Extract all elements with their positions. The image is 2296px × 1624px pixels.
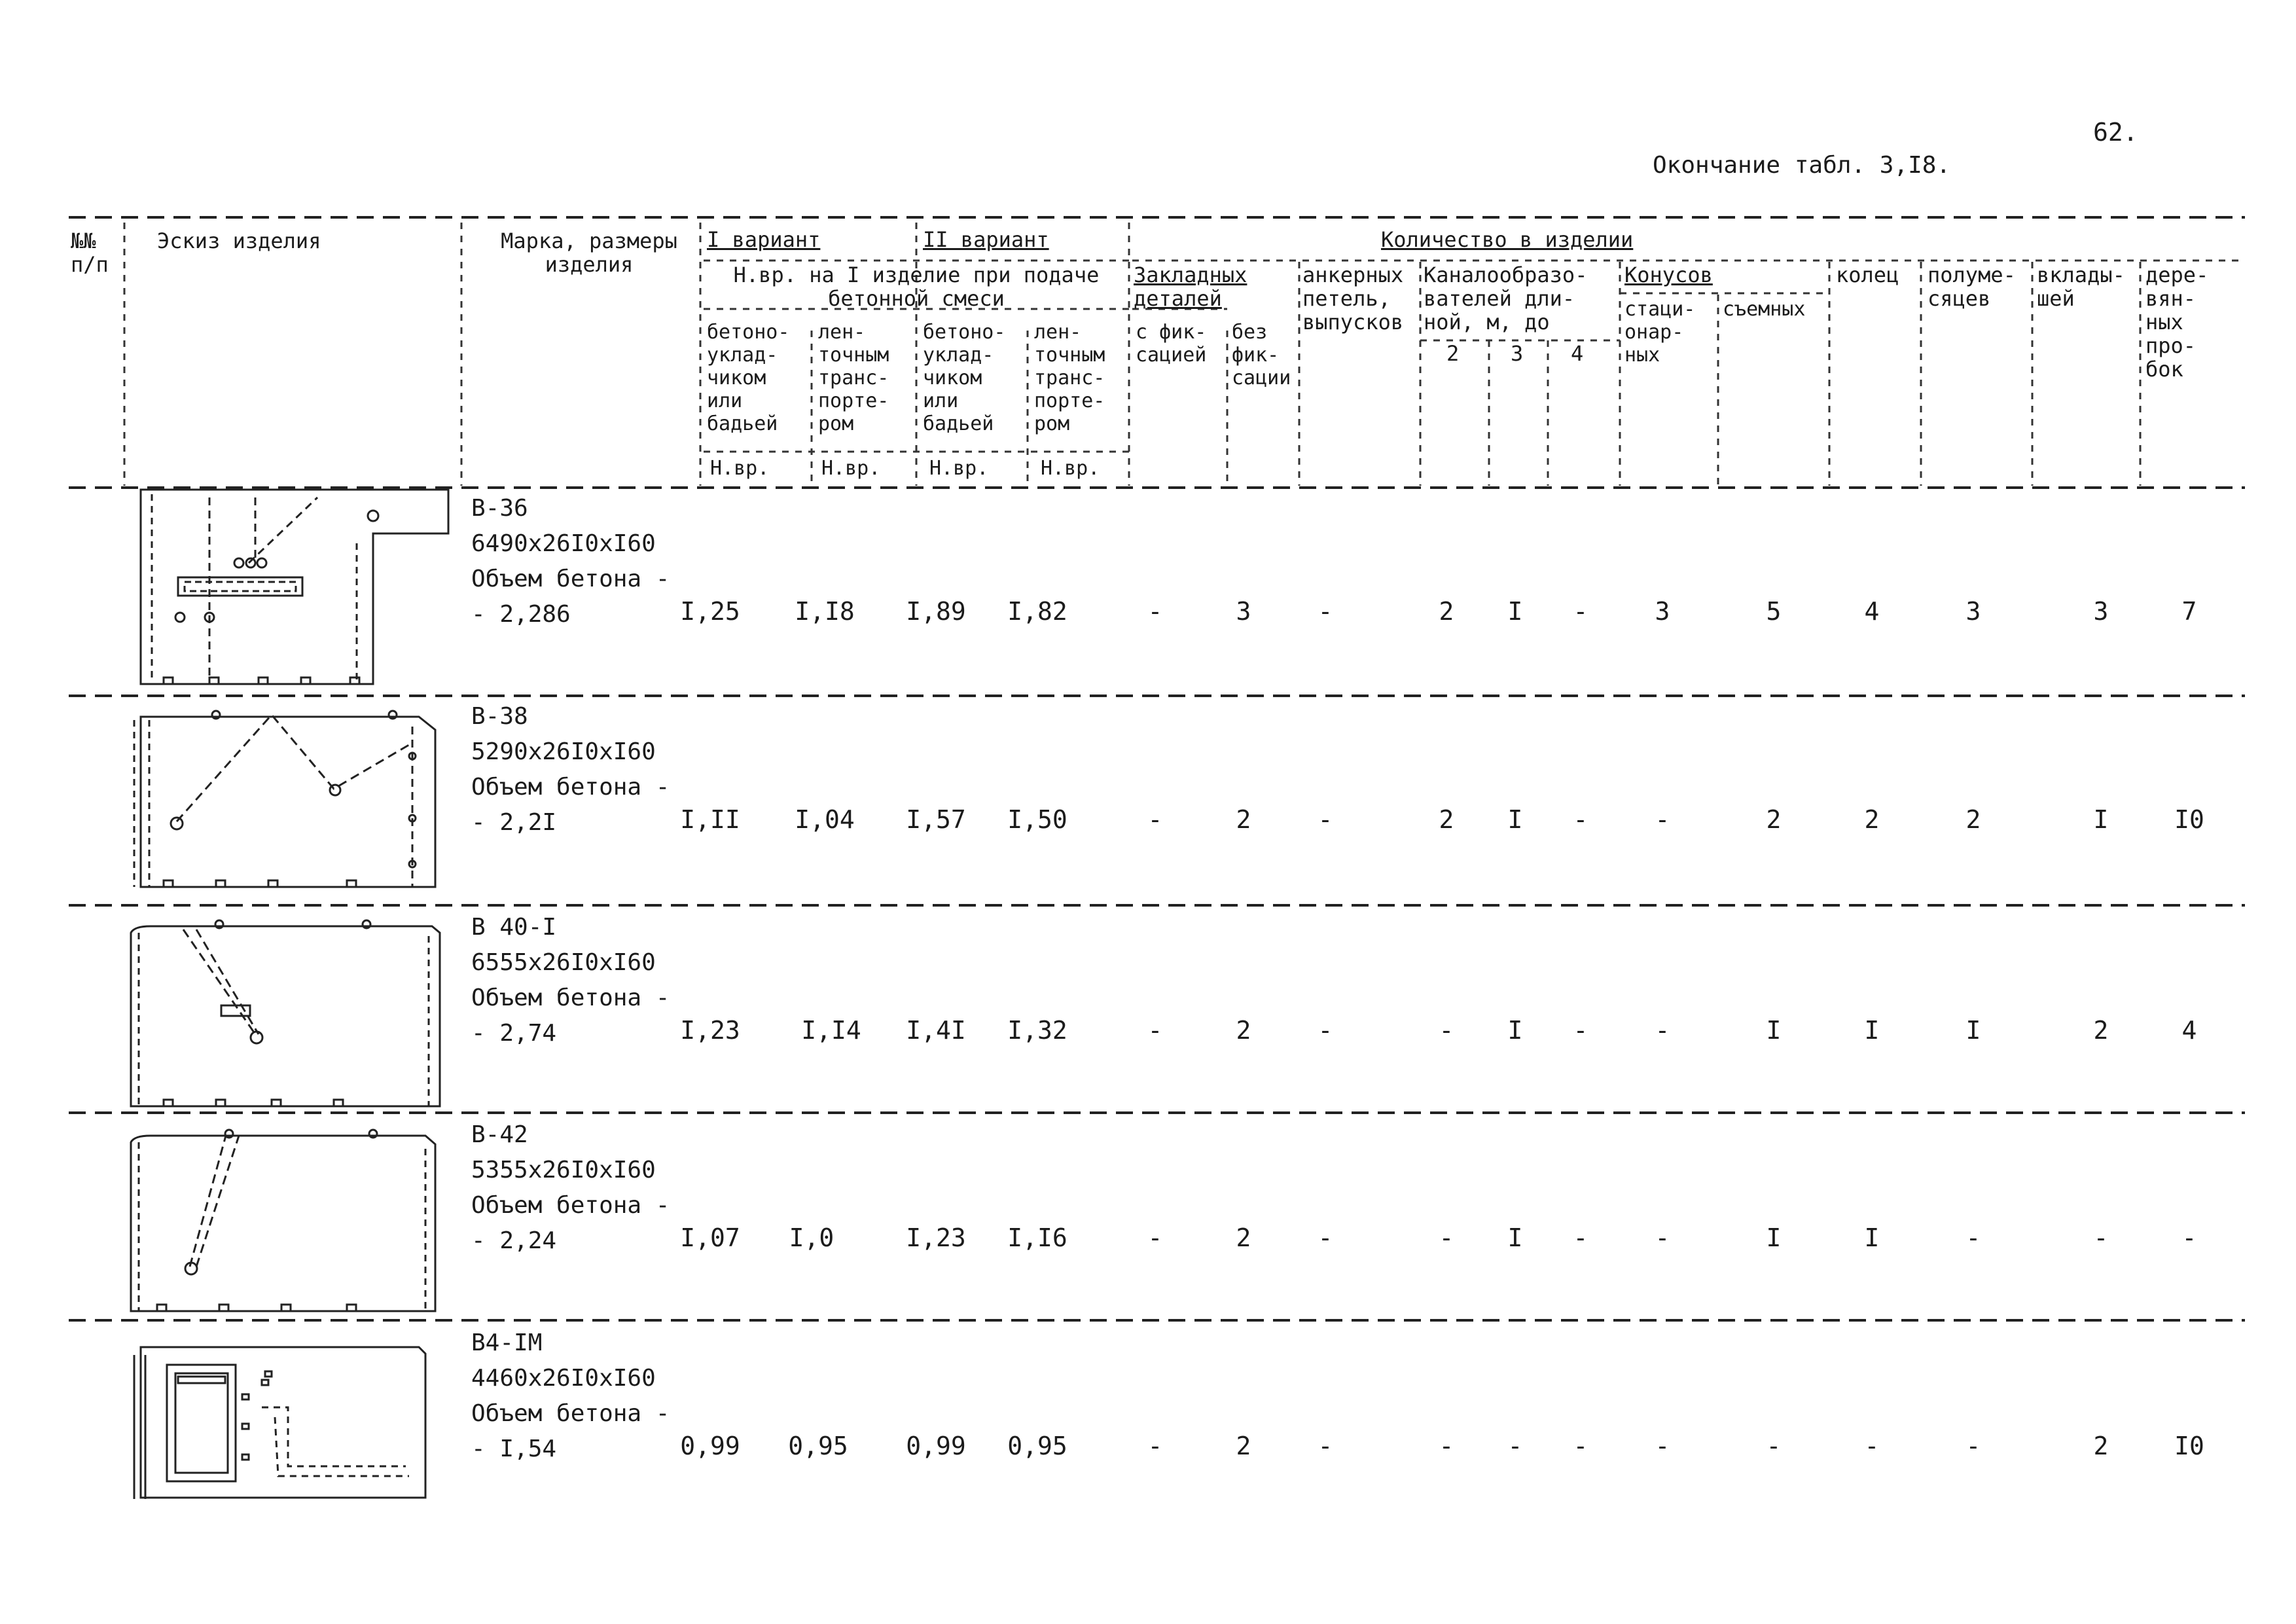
row1-stationary: 3: [1655, 597, 1670, 626]
row3-anchor: -: [1318, 1016, 1333, 1045]
row4-v1a: I,07: [680, 1223, 740, 1252]
row5-inserts: 2: [2093, 1432, 2109, 1460]
row3-v1a: I,23: [680, 1016, 740, 1045]
header-variant2: II вариант: [923, 227, 1049, 252]
header-variant1: I вариант: [707, 227, 821, 252]
header-quantity: Количество в изделии: [1381, 227, 1634, 252]
row4-removable: I: [1766, 1223, 1782, 1252]
header-v1-belt: лен- точным транс- порте- ром: [818, 321, 889, 435]
row3-vol-label: Объем бетона -: [471, 984, 670, 1011]
header-cones: Конусов: [1624, 262, 1713, 287]
row1-removable: 5: [1766, 597, 1782, 626]
header-embedded: Закладных деталей: [1134, 262, 1247, 311]
header-unit-2: Н.вр.: [821, 457, 881, 480]
row3-ch3: I: [1507, 1016, 1523, 1045]
row1-with-fix: -: [1147, 597, 1163, 626]
row5-rings: -: [1864, 1432, 1880, 1460]
header-unit-4: Н.вр.: [1041, 457, 1100, 480]
header-v2-belt: лен- точным транс- порте- ром: [1034, 321, 1105, 435]
header-v1-placer: бетоно- уклад- чиком или бадьей: [707, 321, 790, 435]
row3-removable: I: [1766, 1016, 1782, 1045]
row2-stationary: -: [1655, 805, 1670, 834]
row5-vol: - I,54: [471, 1435, 557, 1462]
row2-dims: 5290х26I0хI60: [471, 738, 656, 765]
row1-mark: В-36: [471, 495, 528, 522]
row5-ch2: -: [1439, 1432, 1454, 1460]
row2-half-moons: 2: [1965, 805, 1981, 834]
row5-v2a: 0,99: [906, 1432, 966, 1460]
row2-vol-label: Объем бетона -: [471, 774, 670, 801]
row1-ch3: I: [1507, 597, 1523, 626]
row5-ch3: -: [1507, 1432, 1523, 1460]
row1-v2b: I,82: [1007, 597, 1067, 626]
page-number: 62.: [2093, 118, 2138, 147]
row2-removable: 2: [1766, 805, 1782, 834]
row2-ch2: 2: [1439, 805, 1454, 834]
row3-v2b: I,32: [1007, 1016, 1067, 1045]
row5-dims: 4460х26I0хI60: [471, 1365, 656, 1392]
row1-plugs: 7: [2181, 597, 2197, 626]
row5-stationary: -: [1655, 1432, 1670, 1460]
row5-v1b: 0,95: [788, 1432, 848, 1460]
row5-half-moons: -: [1965, 1432, 1981, 1460]
row4-ch4: -: [1573, 1223, 1588, 1252]
row1-vol: - 2,286: [471, 601, 571, 628]
header-sketch: Эскиз изделия: [157, 228, 321, 253]
row4-vol: - 2,24: [471, 1227, 557, 1254]
row4-half-moons: -: [1965, 1223, 1981, 1252]
row4-mark: В-42: [471, 1121, 528, 1148]
sketch-b38: [134, 711, 435, 887]
row4-vol-label: Объем бетона -: [471, 1192, 670, 1219]
row1-v1b: I,I8: [795, 597, 855, 626]
row2-inserts: I: [2093, 805, 2109, 834]
row3-stationary: -: [1655, 1016, 1670, 1045]
row5-vol-label: Объем бетона -: [471, 1400, 670, 1427]
row4-with-fix: -: [1147, 1223, 1163, 1252]
row3-with-fix: -: [1147, 1016, 1163, 1045]
row2-v2a: I,57: [906, 805, 966, 834]
row3-ch2: -: [1439, 1016, 1454, 1045]
row3-vol: - 2,74: [471, 1020, 557, 1047]
row1-v2a: I,89: [906, 597, 966, 626]
row4-inserts: -: [2093, 1223, 2109, 1252]
header-unit-1: Н.вр.: [710, 457, 770, 480]
header-half-moons: полуме- сяцев: [1928, 262, 2016, 311]
row4-v1b: I,0: [789, 1223, 834, 1252]
header-removable: съемных: [1723, 298, 1806, 321]
row3-inserts: 2: [2093, 1016, 2109, 1045]
row1-ch4: -: [1573, 597, 1588, 626]
row3-v1b: I,I4: [801, 1016, 861, 1045]
header-rings: колец: [1836, 262, 1899, 287]
row2-mark: В-38: [471, 703, 528, 730]
row4-anchor: -: [1318, 1223, 1333, 1252]
header-with-fix: с фик- сацией: [1136, 321, 1207, 367]
row5-removable: -: [1766, 1432, 1782, 1460]
row4-v2a: I,23: [906, 1223, 966, 1252]
sketch-b4-1m: [134, 1347, 425, 1499]
header-anchor: анкерных петель, выпусков: [1302, 262, 1404, 334]
row4-v2b: I,I6: [1007, 1223, 1067, 1252]
row3-v2a: I,4I: [906, 1016, 966, 1045]
row4-ch2: -: [1439, 1223, 1454, 1252]
row3-dims: 6555х26I0хI60: [471, 949, 656, 976]
row2-ch4: -: [1573, 805, 1588, 834]
row5-without-fix: 2: [1236, 1432, 1251, 1460]
header-channel-3: 3: [1511, 341, 1524, 366]
header-stationary: стаци- онар- ных: [1624, 298, 1696, 367]
row4-stationary: -: [1655, 1223, 1670, 1252]
row3-mark: В 40-I: [471, 914, 557, 941]
row4-rings: I: [1864, 1223, 1880, 1252]
row1-dims: 6490х26I0хI60: [471, 530, 656, 557]
header-unit-3: Н.вр.: [929, 457, 989, 480]
row2-v1a: I,II: [680, 805, 740, 834]
header-inserts: вклады- шей: [2037, 262, 2125, 311]
row4-dims: 5355х26I0хI60: [471, 1157, 656, 1183]
sketch-b42: [131, 1130, 435, 1311]
row1-ch2: 2: [1439, 597, 1454, 626]
header-mark: Марка, размеры изделия: [501, 228, 677, 277]
row2-anchor: -: [1318, 805, 1333, 834]
sketch-b36: [141, 484, 448, 684]
row5-plugs: I0: [2174, 1432, 2204, 1460]
row2-plugs: I0: [2174, 805, 2204, 834]
header-norm: Н.вр. на I изделие при подаче бетонной смеси: [733, 262, 1100, 311]
row5-anchor: -: [1318, 1432, 1333, 1460]
row3-half-moons: I: [1965, 1016, 1981, 1045]
row2-ch3: I: [1507, 805, 1523, 834]
row1-inserts: 3: [2093, 597, 2109, 626]
row5-v2b: 0,95: [1007, 1432, 1067, 1460]
row5-mark: В4-IМ: [471, 1329, 543, 1356]
row3-ch4: -: [1573, 1016, 1588, 1045]
row5-v1a: 0,99: [680, 1432, 740, 1460]
row2-without-fix: 2: [1236, 805, 1251, 834]
header-channel-4: 4: [1571, 341, 1584, 366]
row4-without-fix: 2: [1236, 1223, 1251, 1252]
row2-v1b: I,04: [795, 805, 855, 834]
row4-ch3: I: [1507, 1223, 1523, 1252]
header-channel: Каналообразо- вателей дли- ной, м, до: [1424, 262, 1588, 334]
row2-v2b: I,50: [1007, 805, 1067, 834]
row1-half-moons: 3: [1965, 597, 1981, 626]
row5-with-fix: -: [1147, 1432, 1163, 1460]
header-v2-placer: бетоно- уклад- чиком или бадьей: [923, 321, 1006, 435]
header-channel-2: 2: [1446, 341, 1460, 366]
row2-with-fix: -: [1147, 805, 1163, 834]
row2-vol: - 2,2I: [471, 809, 557, 836]
row4-plugs: -: [2181, 1223, 2197, 1252]
row1-v1a: I,25: [680, 597, 740, 626]
row5-ch4: -: [1573, 1432, 1588, 1460]
row1-without-fix: 3: [1236, 597, 1251, 626]
header-no: №№ п/п: [71, 228, 109, 277]
header-without-fix: без фик- сации: [1232, 321, 1291, 389]
table-caption: Окончание табл. 3,I8.: [1653, 152, 1951, 179]
row2-rings: 2: [1864, 805, 1880, 834]
header-plugs: дере- вян- ных про- бок: [2145, 262, 2209, 382]
row1-rings: 4: [1864, 597, 1880, 626]
sketch-b40: [131, 920, 440, 1106]
row1-vol-label: Объем бетона -: [471, 566, 670, 592]
row3-rings: I: [1864, 1016, 1880, 1045]
row1-anchor: -: [1318, 597, 1333, 626]
row3-without-fix: 2: [1236, 1016, 1251, 1045]
row3-plugs: 4: [2181, 1016, 2197, 1045]
